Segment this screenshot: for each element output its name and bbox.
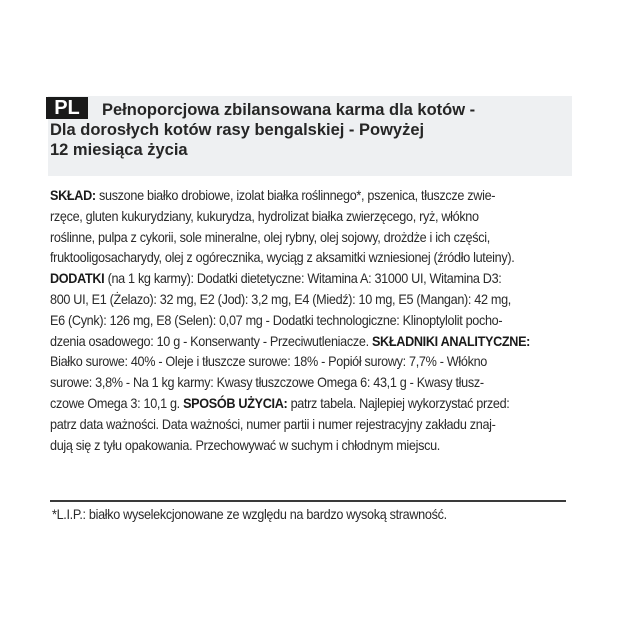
additives-line — [50, 269, 571, 290]
analytical-heading: SKŁADNIKI ANALITYCZNE: — [371, 333, 531, 349]
usage-line: patrz data ważności. Data ważności, numer partii i numer rejestracyjny zakładu znaj- — [50, 416, 496, 432]
composition-text: suszone białko drobiowe, izolat białka roślinnego*, pszenica, tłuszcze zwie- — [95, 188, 496, 203]
label-body — [50, 186, 571, 456]
title-line-1: Pełnoporcjowa zbilansowana karma dla kotów - — [102, 101, 476, 119]
footnote: *L.I.P.: białko wyselekcjonowane ze względu na bardzo wysoką strawność. — [52, 507, 447, 522]
language-badge: PL — [46, 97, 88, 119]
analytical-text: czowe Omega 3: 10,1 g. — [50, 395, 184, 411]
additives-text: dzenia osadowego: 10 g - Konserwanty - Przeciwutleniacze. — [50, 333, 372, 349]
product-title — [50, 100, 570, 160]
additives-heading: DODATKI — [50, 271, 105, 287]
usage-text: patrz tabela. Najlepiej wykorzystać przed: — [287, 395, 510, 411]
title-line-2: Dla dorosłych kotów rasy bengalskiej - Powyżej — [50, 121, 425, 139]
composition-line: rzęce, gluten kukurydziany, kukurydza, hydrolizat białka zwierzęcego, ryż, włókno — [50, 208, 479, 224]
additives-line — [50, 332, 571, 353]
usage-heading: SPOSÓB UŻYCIA: — [183, 395, 288, 411]
additives-line: 800 UI, E1 (Żelazo): 32 mg, E2 (Jod): 3,2 mg, E4 (Miedź): 10 mg, E5 (Mangan): 42 mg, — [50, 291, 512, 307]
composition-line: roślinne, pulpa z cykorii, sole mineralne, olej rybny, olej sojowy, drożdże i ich części, — [50, 229, 490, 245]
analytical-line: Białko surowe: 40% - Oleje i tłuszcze surowe: 18% - Popiół surowy: 7,7% - Włókno — [50, 354, 487, 370]
composition-line — [50, 186, 571, 207]
section-divider — [50, 500, 566, 502]
composition-heading: SKŁAD: — [50, 188, 96, 203]
composition-line: fruktooligosacharydy, olej z ogórecznika, wyciąg z aksamitki wzniesionej (źródło luteiny). — [50, 250, 515, 266]
analytical-line: surowe: 3,8% - Na 1 kg karmy: Kwasy tłuszczowe Omega 6: 43,1 g - Kwasy tłusz- — [50, 375, 484, 391]
usage-line: dują się z tyłu opakowania. Przechowywać w suchym i chłodnym miejscu. — [50, 437, 440, 453]
title-line-3: 12 miesiąca życia — [50, 141, 188, 159]
additives-text: (na 1 kg karmy): Dodatki dietetyczne: Witamina A: 31000 UI, Witamina D3: — [104, 271, 502, 287]
additives-line: E6 (Cynk): 126 mg, E8 (Selen): 0,07 mg - Dodatki technologiczne: Klinoptylolit pocho- — [50, 312, 503, 328]
analytical-line — [50, 394, 571, 415]
